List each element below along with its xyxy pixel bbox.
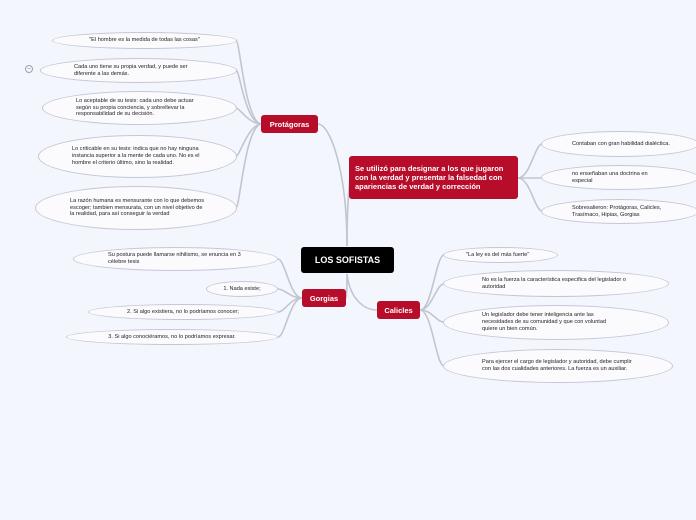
definition-leaf[interactable]: no enseñaban una doctrina en especial <box>541 165 696 190</box>
link-p2 <box>236 70 262 124</box>
gorgias-leaf[interactable]: 2. Si algo existiera, no lo podríamos conocer; <box>88 304 278 320</box>
link-d3 <box>518 178 542 211</box>
calicles-leaf[interactable]: Para ejercer el cargo de legislador y autoridad, debe cumplir con las dos cualidades anteriores. La fuerza es un auxiliar. <box>443 349 673 383</box>
calicles-leaf[interactable]: "La ley es del más fuerte" <box>443 247 558 263</box>
link-protagoras <box>318 124 347 246</box>
gorgias-leaf[interactable]: 1. Nada existe; <box>206 281 278 297</box>
link-p4 <box>236 124 262 156</box>
gorgias-leaf[interactable]: 3. Si algo conociéramos, no lo podríamos expresar. <box>66 329 278 345</box>
branch-gorgias[interactable]: Gorgias <box>302 289 346 307</box>
link-c1 <box>420 255 444 310</box>
protagoras-leaf[interactable]: Lo aceptable de su tesis: cada uno debe actuar según su propia conciencia, y sobrellevar la responsabilidad de su decisión. <box>42 91 237 125</box>
collapse-toggle-icon[interactable]: – <box>25 65 33 73</box>
link-p5 <box>236 124 262 208</box>
branch-protagoras[interactable]: Protágoras <box>261 115 318 133</box>
link-d1 <box>518 144 542 178</box>
protagoras-leaf[interactable]: La razón humana es mensurante con lo que debemos escoger; tambien mensurata, con un nivel objetivo de la realidad, para así conseguir la verdad <box>35 186 237 230</box>
definition-leaf[interactable]: Contaban con gran habilidad dialéctica. <box>541 131 696 157</box>
central-node[interactable]: LOS SOFISTAS <box>301 247 394 273</box>
link-calicles <box>347 274 377 310</box>
protagoras-leaf[interactable]: Lo criticable en su tesis: indica que no hay ninguna instancia superior a la mente de cada uno. No es el hombre el criterio último, sino la realidad. <box>38 135 237 178</box>
calicles-leaf[interactable]: Un legislador debe tener inteligencia ante las necesidades de su comunidad y que con voluntad quiere un bien común. <box>443 305 669 340</box>
link-g1 <box>278 259 302 298</box>
link-c4 <box>420 310 444 366</box>
protagoras-leaf[interactable]: "El hombre es la medida de todas las cosas" <box>52 32 237 49</box>
protagoras-leaf[interactable]: Cada uno tiene su propia verdad, y puede ser diferente a las demás. <box>40 58 237 83</box>
definition-node[interactable]: Se utilizó para designar a los que jugaron con la verdad y presentar la falsedad con apariencias de verdad y corrección <box>349 156 518 199</box>
gorgias-leaf[interactable]: Su postura puede llamarse nihilismo, se enuncia en 3 célebre tesis <box>73 247 278 271</box>
branch-calicles[interactable]: Calicles <box>377 301 420 319</box>
calicles-leaf[interactable]: No es la fuerza la característica especifica del legislador o autoridad <box>443 270 669 297</box>
definition-leaf[interactable]: Sobresalieron: Protágoras, Calicles, Trasímaco, Hipias, Gorgias <box>541 199 696 224</box>
